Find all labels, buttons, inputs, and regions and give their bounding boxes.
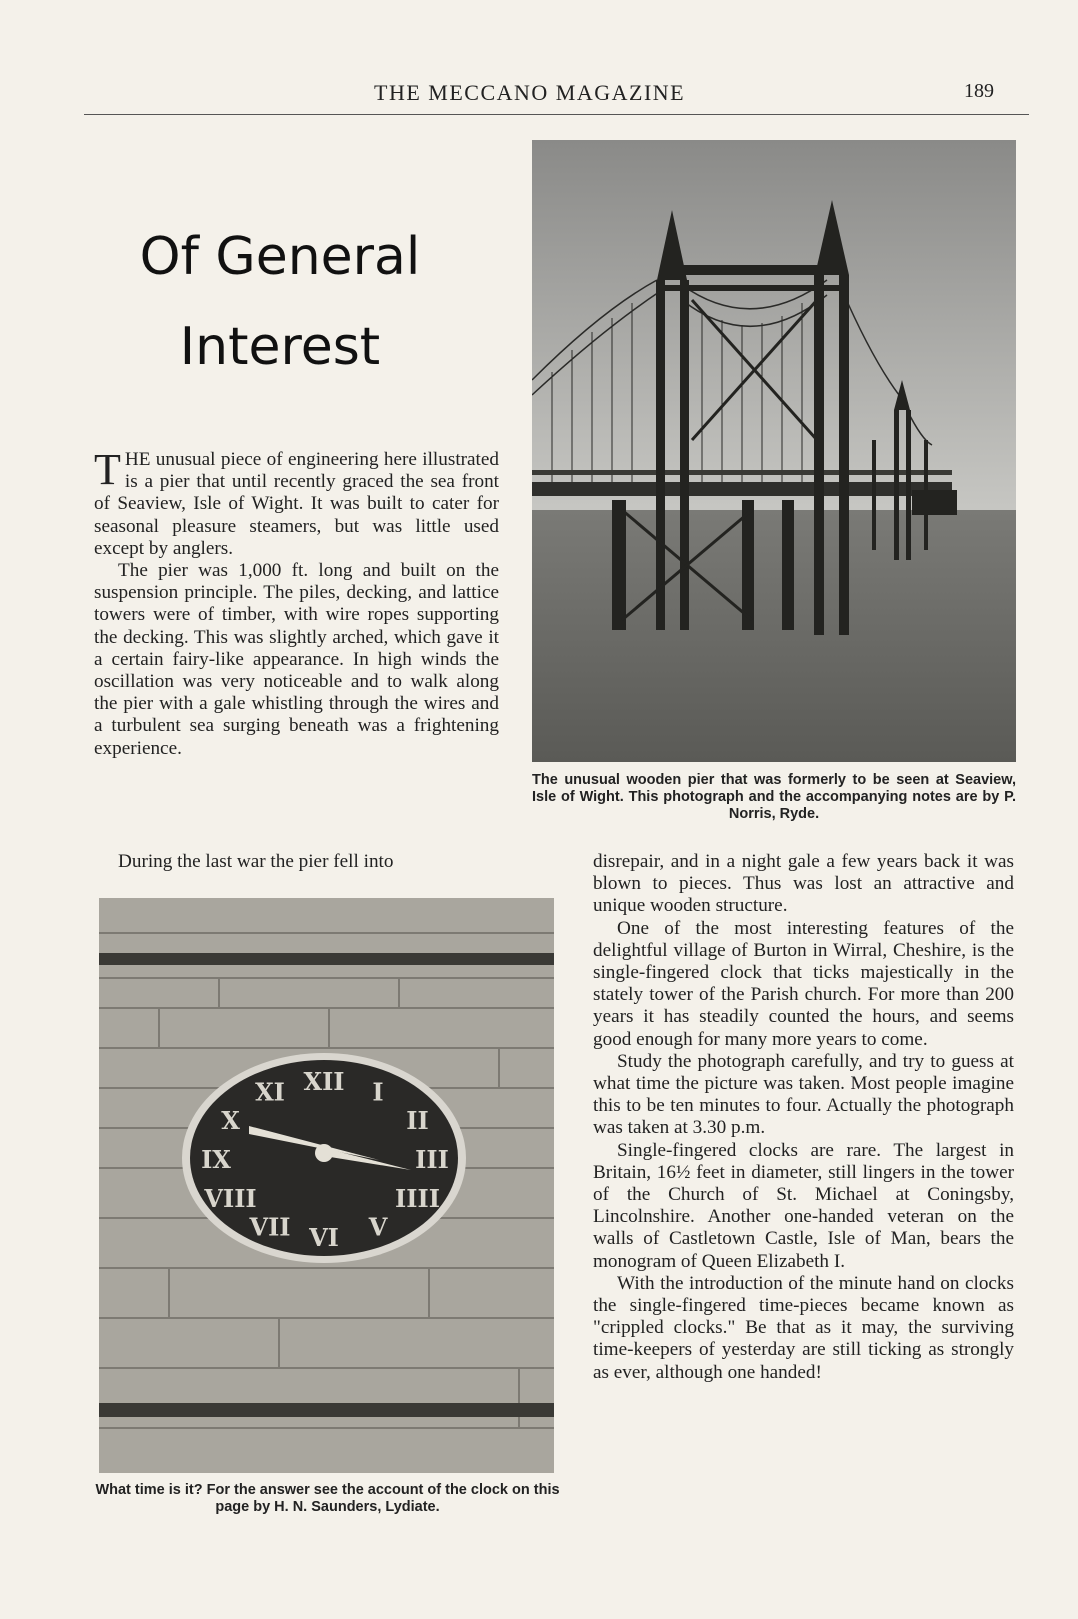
paragraph-6: Single-fingered clocks are rare. The largest in Britain, 16½ feet in diameter, still lingers in the tower of the Church of St. Michael at Coningsby, Lincolnshire. Another one-handed veteran on the walls of Castletown Castle, Isle of Man, bears the monogram of Queen Elizabeth I. — [593, 1139, 1014, 1272]
clock-numeral: XI — [255, 1077, 285, 1107]
clock-numeral: X — [221, 1106, 240, 1135]
article-title-line2: Interest — [179, 317, 381, 377]
paragraph-1 — [94, 445, 499, 560]
paragraph-7: With the introduction of the minute hand on clocks the single-fingered time-pieces became known as "crippled clocks." Be that as it may, the surviving time-keepers of yesterday are still ticking as strongly as ever, although one handed! — [593, 1272, 1014, 1383]
clock-numeral: II — [406, 1106, 429, 1135]
paragraph-2: The pier was 1,000 ft. long and built on the suspension principle. The piles, decking, and lattice towers were of timber, with wire ropes supporting the decking. This was slightly arched, which gave it a certain fairy-like appearance. In high winds the oscillation was very noticeable and to walk along the pier with a gale whistling through the wires and a turbulent sea surging beneath was a frightening experience. — [94, 560, 499, 759]
clock-numeral: V — [368, 1212, 388, 1242]
magazine-title: THE MECCANO MAGAZINE — [374, 80, 686, 105]
paragraph-4: One of the most interesting features of the delightful village of Burton in Wirral, Cheshire, is the single-fingered clock that ticks majestically in the stately tower of the Parish church. For more than 200 years it has steadily counted the hours, and seems good enough for many more years to come. — [593, 917, 1014, 1050]
clock-photo-image — [99, 898, 554, 1473]
clock-numeral: III — [415, 1145, 449, 1174]
clock-numeral: VI — [309, 1223, 339, 1252]
paragraph-5: Study the photograph carefully, and try to guess at what time the picture was taken. Most people imagine this to be ten minutes to four. Actually the photograph was taken at 3.30 p.m. — [593, 1050, 1014, 1139]
pier-photo — [532, 140, 1016, 762]
right-column — [593, 851, 1014, 1384]
clock-caption: What time is it? For the answer see the account of the clock on this page by H. N. Saunders, Lydiate. — [95, 1482, 560, 1515]
clock-numeral: XII — [303, 1067, 345, 1096]
clock-numeral: I — [372, 1077, 384, 1107]
pier-caption: The unusual wooden pier that was formerly to be seen at Seaview, Isle of Wight. This photograph and the accompanying notes are by P. Norris, Ryde. — [532, 772, 1016, 822]
header-rule — [84, 114, 1029, 115]
paragraph-1-text: HE unusual piece of engineering here illustrated is a pier that until recently graced the sea front of Seaview, Isle of Wight. It was built to cater for seasonal pleasure steamers, but was little used except by anglers. — [94, 449, 499, 559]
paragraph-3-end: disrepair, and in a night gale a few years back it was blown to pieces. Thus was lost an attractive and unique wooden structure. — [593, 851, 1014, 917]
page-number: 189 — [964, 80, 994, 102]
clock-numeral: IIII — [395, 1184, 440, 1213]
article-title-line1: Of General — [139, 227, 421, 287]
pier-photo-image — [532, 140, 1016, 762]
page-header — [84, 80, 1029, 116]
clock-numeral: VIII — [204, 1184, 257, 1213]
article-title — [120, 212, 440, 392]
left-column — [94, 445, 499, 760]
paragraph-3-start: During the last war the pier fell into — [118, 851, 394, 872]
clock-numeral: VII — [249, 1212, 291, 1242]
clock-photo — [99, 898, 554, 1473]
drop-cap: T — [94, 445, 121, 494]
clock-numeral: IX — [201, 1145, 231, 1174]
